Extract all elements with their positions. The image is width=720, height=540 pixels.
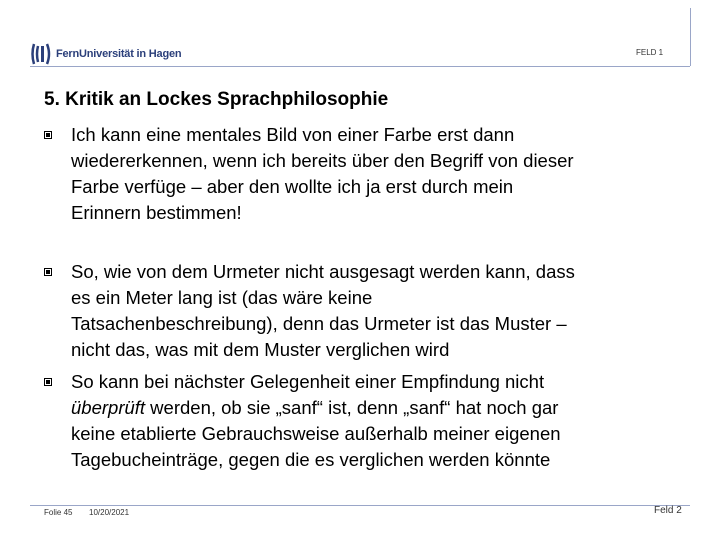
footer-feld-label: Feld 2 (654, 505, 682, 516)
bullet-text: So, wie von dem Urmeter nicht ausgesagt werden kann, dass es ein Meter lang ist (das wäre keine Tatsachenbeschreibung), denn das Urmeter ist das Muster – nicht das, was mit dem Muster verglichen wird (71, 261, 575, 360)
university-emblem-icon (30, 40, 52, 68)
bullet-text-start: So kann bei nächster Gelegenheit einer Empfindung nicht (71, 371, 545, 392)
bullet-square-icon (44, 378, 52, 386)
bullet-text: Ich kann eine mentales Bild von einer Farbe erst dann wiedererkennen, wenn ich bereits über den Begriff von dieser Farbe verfüge – aber den wollte ich ja erst durch mein Erinnern bestimmen! (71, 124, 574, 223)
slide-title: 5. Kritik an Lockes Sprachphilosophie (44, 89, 389, 110)
bullet-square-icon (44, 131, 52, 139)
header-vertical-rule (690, 8, 691, 66)
footer-date: 10/20/2021 (89, 508, 130, 517)
header-divider (30, 66, 690, 67)
footer-slide-number: Folie 45 (44, 508, 73, 517)
bullet-text (71, 369, 711, 473)
footer-divider (30, 505, 690, 506)
bullet-text-italic: überprüft (71, 397, 146, 418)
bullet-square-icon (44, 268, 52, 276)
bullet-text-end: werden, ob sie „sanf“ ist, denn „sanf“ hat noch gar keine etablierte Gebrauchsweise außerhalb meiner eigenen Tagebucheinträge, gegen die es verglichen werden könnte (71, 397, 561, 470)
logo-text: FernUniversität in Hagen (56, 48, 182, 60)
header-feld-label: FELD 1 (636, 48, 664, 57)
university-logo (30, 40, 181, 68)
